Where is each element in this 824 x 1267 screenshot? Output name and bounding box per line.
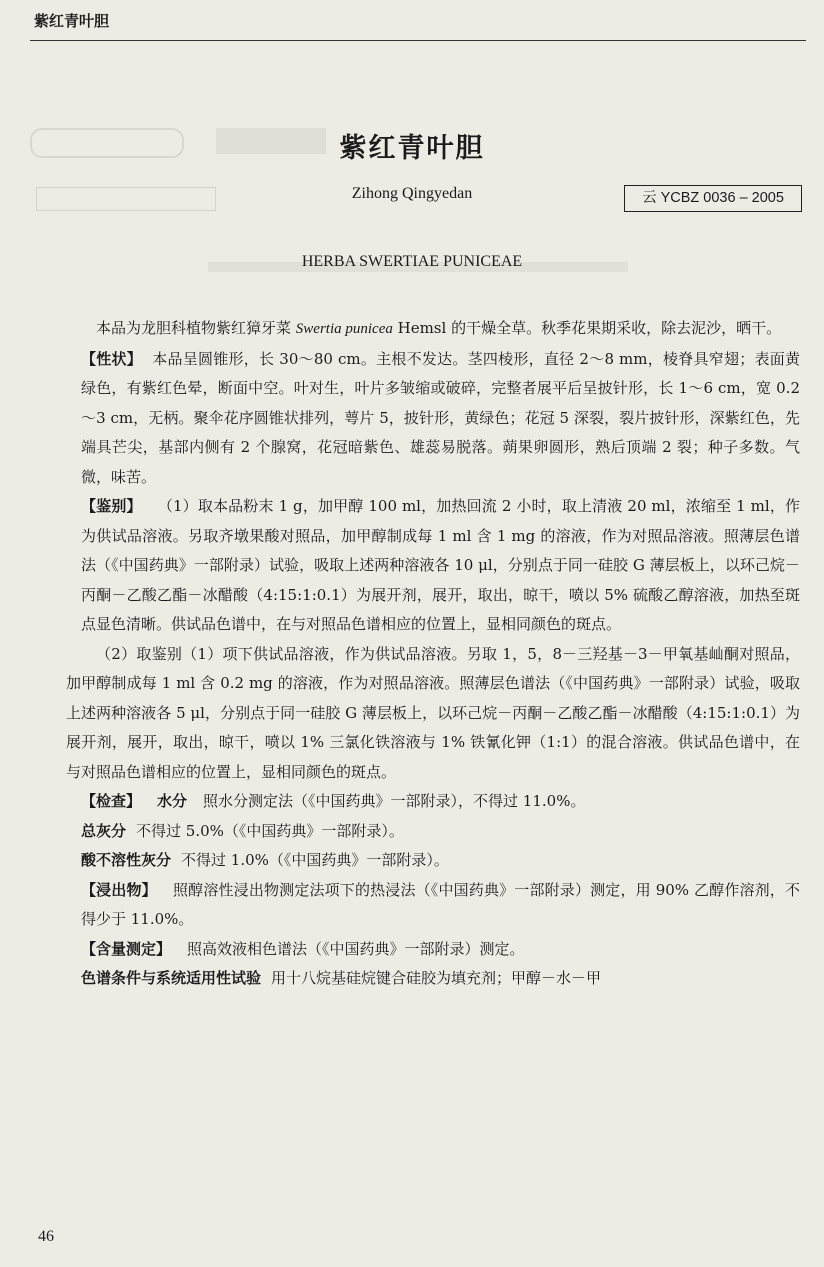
sub-label: 酸不溶性灰分 (81, 851, 172, 869)
sub-label: 水分 (157, 792, 188, 810)
page-number: 46 (38, 1228, 54, 1245)
standard-number-box: 云 YCBZ 0036 – 2005 (624, 185, 802, 212)
section-text: 照水分测定法（《中国药典》一部附录），不得过 11.0%。 (203, 792, 586, 810)
section-jinchuwu (66, 876, 800, 935)
section-text: 本品呈圆锥形，长 30～80 cm。主根不发达。茎四棱形，直径 2～8 mm，棱脊具窄翅；表面黄绿色，有紫红色晕，断面中空。叶对生，叶片多皱缩或破碎，完整者展平后呈披针形，长 1～6 cm，宽 0.2～3 cm，无柄。聚伞花序圆锥状排列，萼片 5，披针形，黄绿色；花冠 5 深裂，裂片披针形，深紫红色，先端具芒尖，基部内侧有 2 个腺窝，花冠暗紫色、雄蕊易脱落。蒴果卵圆形，熟后顶端 2 裂；种子多数。气微，味苦。 (81, 349, 800, 486)
section-text: （1）取本品粉末 1 g，加甲醇 100 ml，加热回流 2 小时，取上清液 20 ml，浓缩至 1 ml，作为供试品溶液。另取齐墩果酸对照品，加甲醇制成每 1 ml 含 1 mg 的溶液，作为对照品溶液。照薄层色谱法（《中国药典》一部附录）试验，吸取上述两种溶液各 10 μl，分别点于同一硅胶 G 薄层板上，以环己烷－丙酮－乙酸乙酯－冰醋酸（4:15:1:0.1）为展开剂，展开，取出，晾干，喷以 5% 硫酸乙醇溶液，加热至斑点显色清晰。供试品色谱中，在与对照品色谱相应的位置上，显相同颜色的斑点。 (81, 497, 800, 633)
section-text: 照醇溶性浸出物测定法项下的热浸法（《中国药典》一部附录）测定，用 90% 乙醇作溶剂，不得少于 11.0%。 (81, 880, 800, 928)
sub-acid-ash (66, 846, 800, 876)
scientific-name: Swertia punicea (295, 321, 393, 337)
section-label: 【检查】 (81, 792, 142, 810)
sub-label: 总灰分 (81, 821, 127, 840)
pinyin-name: Zihong Qingyedan (351, 185, 473, 202)
section-label: 【鉴别】 (81, 497, 142, 515)
section-xingzhuang (66, 345, 800, 493)
running-head: 紫红青叶胆 (34, 12, 110, 30)
section-text: 不得过 1.0%（《中国药典》一部附录）。 (181, 851, 449, 869)
section-text: 照高效液相色谱法（《中国药典》一部附录）测定。 (187, 939, 525, 958)
intro-paragraph: 本品为龙胆科植物紫红獐牙菜 Swertia punicea Hemsl 的干燥全草。秋季花果期采收，除去泥沙，晒干。 (96, 319, 782, 337)
section-label: 【浸出物】 (81, 880, 157, 899)
sub-total-ash (66, 817, 800, 847)
section-jiancha (66, 787, 800, 817)
section-text: 用十八烷基硅烷键合硅胶为填充剂；甲醇－水－甲 (271, 969, 602, 987)
sub-chromatography (66, 964, 800, 994)
latin-name: HERBA SWERTIAE PUNICEAE (301, 253, 523, 270)
section-jianbie-2 (66, 640, 800, 788)
section-text: 不得过 5.0%（《中国药典》一部附录）。 (136, 821, 404, 840)
header-rule (30, 40, 806, 41)
section-label: 【含量测定】 (81, 939, 172, 958)
section-label: 【性状】 (81, 349, 143, 368)
section-text: （2）取鉴别（1）项下供试品溶液，作为供试品溶液。另取 1，5，8－三羟基－3－甲氧基屾酮对照品，加甲醇制成每 1 ml 含 0.2 mg 的溶液，作为对照品溶液。照薄层色谱法（《中国药典》一部附录）试验，吸取上述两种溶液各 5 μl，分别点于同一硅胶 G 薄层板上，以环己烷－丙酮－乙酸乙酯－冰醋酸（4:15:1:0.1）为展开剂，展开，取出，晾干，喷以 1% 三氯化铁溶液与 1% 铁氰化钾（1:1）的混合溶液。供试品色谱中，在与对照品色谱相应的位置上，显相同颜色的斑点。 (66, 644, 800, 781)
monograph-body (66, 314, 800, 994)
section-hanliang (66, 935, 800, 965)
sub-label: 色谱条件与系统适用性试验 (81, 969, 262, 987)
page-title: 紫红青叶胆 (339, 133, 485, 164)
section-jianbie (66, 492, 800, 640)
